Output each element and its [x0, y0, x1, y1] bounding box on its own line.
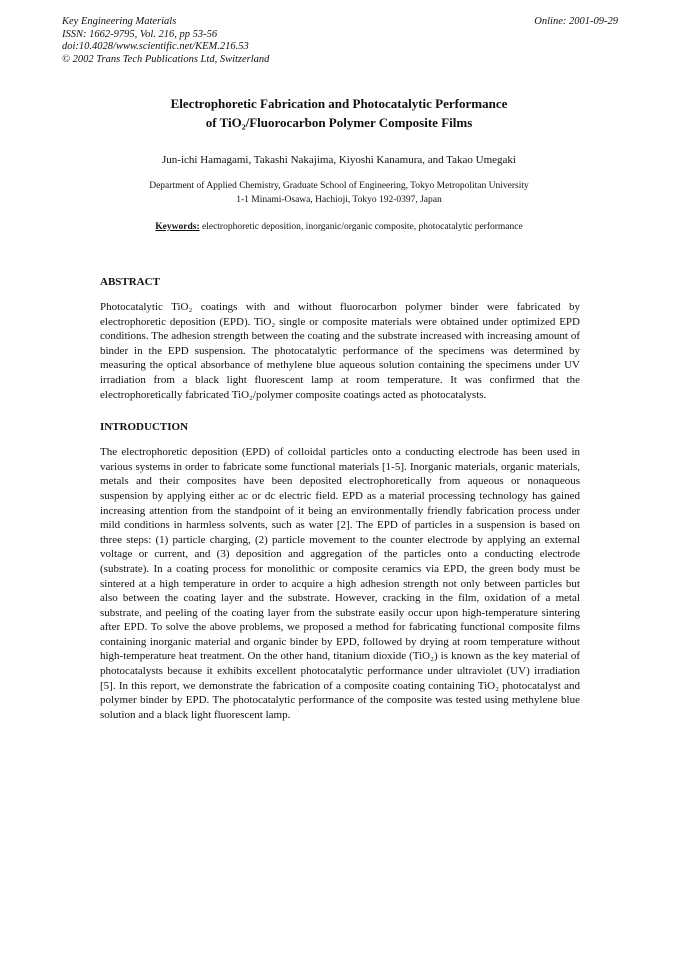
journal-info-block [62, 16, 269, 66]
abstract-heading: ABSTRACT [100, 276, 160, 288]
paper-title-line2: of TiO₂/Fluorocarbon Polymer Composite Films [205, 115, 473, 130]
issn-volume-line: ISSN: 1662-9795, Vol. 216, pp 53-56 [62, 28, 218, 40]
keywords-line [0, 222, 678, 232]
copyright-line: © 2002 Trans Tech Publications Ltd, Switzerland [62, 53, 270, 65]
journal-header [62, 16, 618, 66]
affiliation-line2: 1-1 Minami-Osawa, Hachioji, Tokyo 192-0397, Japan [236, 195, 442, 205]
introduction-text: The electrophoretic deposition (EPD) of colloidal particles onto a conducting electrode has been used in various systems in order to fabricate some functional materials [1-5]. Inorganic materials, organic materials, metals and their composites have been deposited electrophoretically from aqueous or nonaqueous suspension by applying either ac or dc electric field. EPD as a material processing technology has gained increasing attention from the standpoint of it being an environmentally friendly fabrication process under mild conditions in harmless solvents, such as water [2]. The EPD of particles in a suspension is based on three steps: (1) particle charging, (2) particle movement to the counter electrode by applying an external voltage or current, and (3) deposition and aggregation of the particles onto a conducting electrode (substrate). In a coating process for monolithic or composite ceramics via EPD, the green body must be sintered at a high temperature in order to acquire a high adhesion strength not only between particles but also between the coating layer and the substrate. However, cracking in the film, oxidation of a metal substrate, and peeling of the coating layer from the substrate easily occur upon high-temperature sintering after EPD. To solve the above problems, we proposed a method for fabricating functional composite films containing inorganic material and organic binder by EPD, followed by drying at room temperature without high-temperature heat treatment. On the other hand, titanium dioxide (TiO₂) is known as the key material of photocatalysts because it exhibits excellent photocatalytic performance under ultraviolet (UV) irradiation [5]. In this report, we demonstrate the fabrication of a composite coating containing TiO₂ photocatalyst and polymer binder by EPD. The photocatalytic performance of the composite was tested using methylene blue solution and a black light fluorescent lamp. [100, 446, 580, 721]
paper-body [100, 276, 580, 722]
journal-name: Key Engineering Materials [62, 16, 177, 27]
abstract-text: Photocatalytic TiO₂ coatings with and without fluorocarbon polymer binder were fabricated by electrophoretic deposition (EPD). TiO₂ single or composite materials were obtained under optimized EPD conditions. The adhesion strength between the coating and the substrate increased with increasing amount of binder in the EPD suspension. The photocatalytic performance of the specimens was determined by measuring the optical absorbance of methylene blue aqueous solution containing the specimens under UV irradiation from a black light fluorescent lamp at room temperature. It was confirmed that the electrophoretically fabricated TiO₂/polymer composite coatings acted as photocatalysts. [100, 301, 580, 401]
affiliation-line1: Department of Applied Chemistry, Graduate School of Engineering, Tokyo Metropolitan University [149, 181, 529, 191]
affiliation-block [0, 179, 678, 207]
doi-line: doi:10.4028/www.scientific.net/KEM.216.53 [62, 41, 249, 52]
introduction-section [100, 421, 580, 722]
keywords-text: electrophoretic deposition, inorganic/organic composite, photocatalytic performance [199, 222, 523, 232]
authors-line: Jun-ichi Hamagami, Takashi Nakajima, Kiyoshi Kanamura, and Takao Umegaki [162, 154, 516, 166]
introduction-heading: INTRODUCTION [100, 421, 189, 434]
online-date: Online: 2001-09-29 [534, 16, 618, 27]
paper-title-line1: Electrophoretic Fabrication and Photocatalytic Performance [170, 96, 508, 111]
keywords-label: Keywords: [155, 222, 200, 232]
paper-title [0, 94, 678, 132]
abstract-section [100, 276, 580, 402]
